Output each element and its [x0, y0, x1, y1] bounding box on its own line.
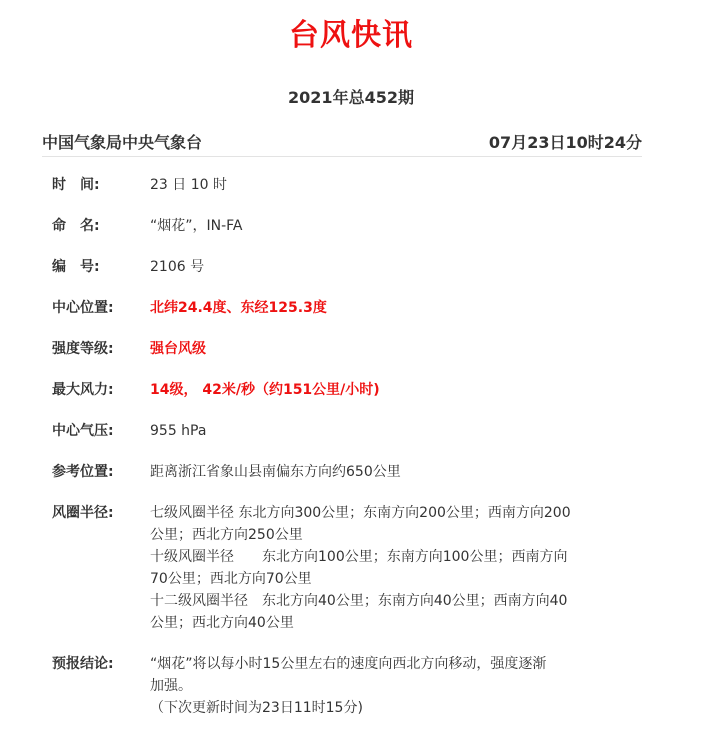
wind-radius-value	[150, 502, 642, 634]
row-center-position	[52, 297, 642, 319]
forecast-value	[150, 653, 642, 719]
wind-radius-line: 七级风圈半径 东北方向300公里；东南方向200公里；西南方向200	[150, 505, 571, 521]
row-pressure	[52, 420, 642, 442]
issue-time: 07月23日10时24分	[488, 133, 642, 152]
pressure-value: 955 hPa	[150, 423, 207, 439]
row-forecast	[52, 653, 642, 719]
wind-radius-line: 十级风圈半径 东北方向100公里；东南方向100公里；西南方向	[150, 549, 568, 565]
issue-number: 2021年总452期	[288, 88, 414, 107]
wind-radius-line: 70公里；西北方向70公里	[150, 571, 312, 587]
wind-radius-label: 风圈半径:	[52, 505, 114, 521]
center-position-label: 中心位置:	[52, 300, 114, 316]
time-label: 时 间:	[52, 177, 100, 193]
issuing-organization: 中国气象局中央气象台	[42, 133, 203, 152]
number-value: 2106 号	[150, 259, 205, 275]
page-title: 台风快讯	[289, 18, 413, 53]
pressure-label: 中心气压:	[52, 423, 114, 439]
max-wind-label: 最大风力:	[52, 382, 114, 398]
name-value: “烟花”，IN-FA	[150, 218, 243, 234]
forecast-line: “烟花”将以每小时15公里左右的速度向西北方向移动，强度逐渐	[150, 656, 547, 672]
row-wind-radius	[52, 502, 642, 634]
row-time	[52, 174, 642, 196]
number-label: 编 号:	[52, 259, 100, 275]
wind-radius-line: 十二级风圈半径 东北方向40公里；东南方向40公里；西南方向40	[150, 593, 568, 609]
row-name	[52, 215, 642, 237]
max-wind-value: 14级， 42米/秒（约151公里/小时)	[150, 382, 380, 398]
reference-position-label: 参考位置:	[52, 464, 114, 480]
intensity-label: 强度等级:	[52, 341, 114, 357]
row-intensity	[52, 338, 642, 360]
bulletin-details	[52, 174, 642, 738]
bulletin-header	[42, 128, 642, 157]
time-value: 23 日 10 时	[150, 177, 227, 193]
center-position-value: 北纬24.4度、东经125.3度	[150, 300, 327, 316]
intensity-value: 强台风级	[150, 341, 206, 357]
row-max-wind	[52, 379, 642, 401]
forecast-line: 加强。	[150, 678, 192, 694]
row-reference-position	[52, 461, 642, 483]
wind-radius-line: 公里；西北方向40公里	[150, 615, 294, 631]
row-number	[52, 256, 642, 278]
reference-position-value: 距离浙江省象山县南偏东方向约650公里	[150, 464, 401, 480]
name-label: 命 名:	[52, 218, 100, 234]
wind-radius-line: 公里；西北方向250公里	[150, 527, 303, 543]
forecast-label: 预报结论:	[52, 656, 114, 672]
forecast-line: （下次更新时间为23日11时15分)	[150, 700, 363, 716]
